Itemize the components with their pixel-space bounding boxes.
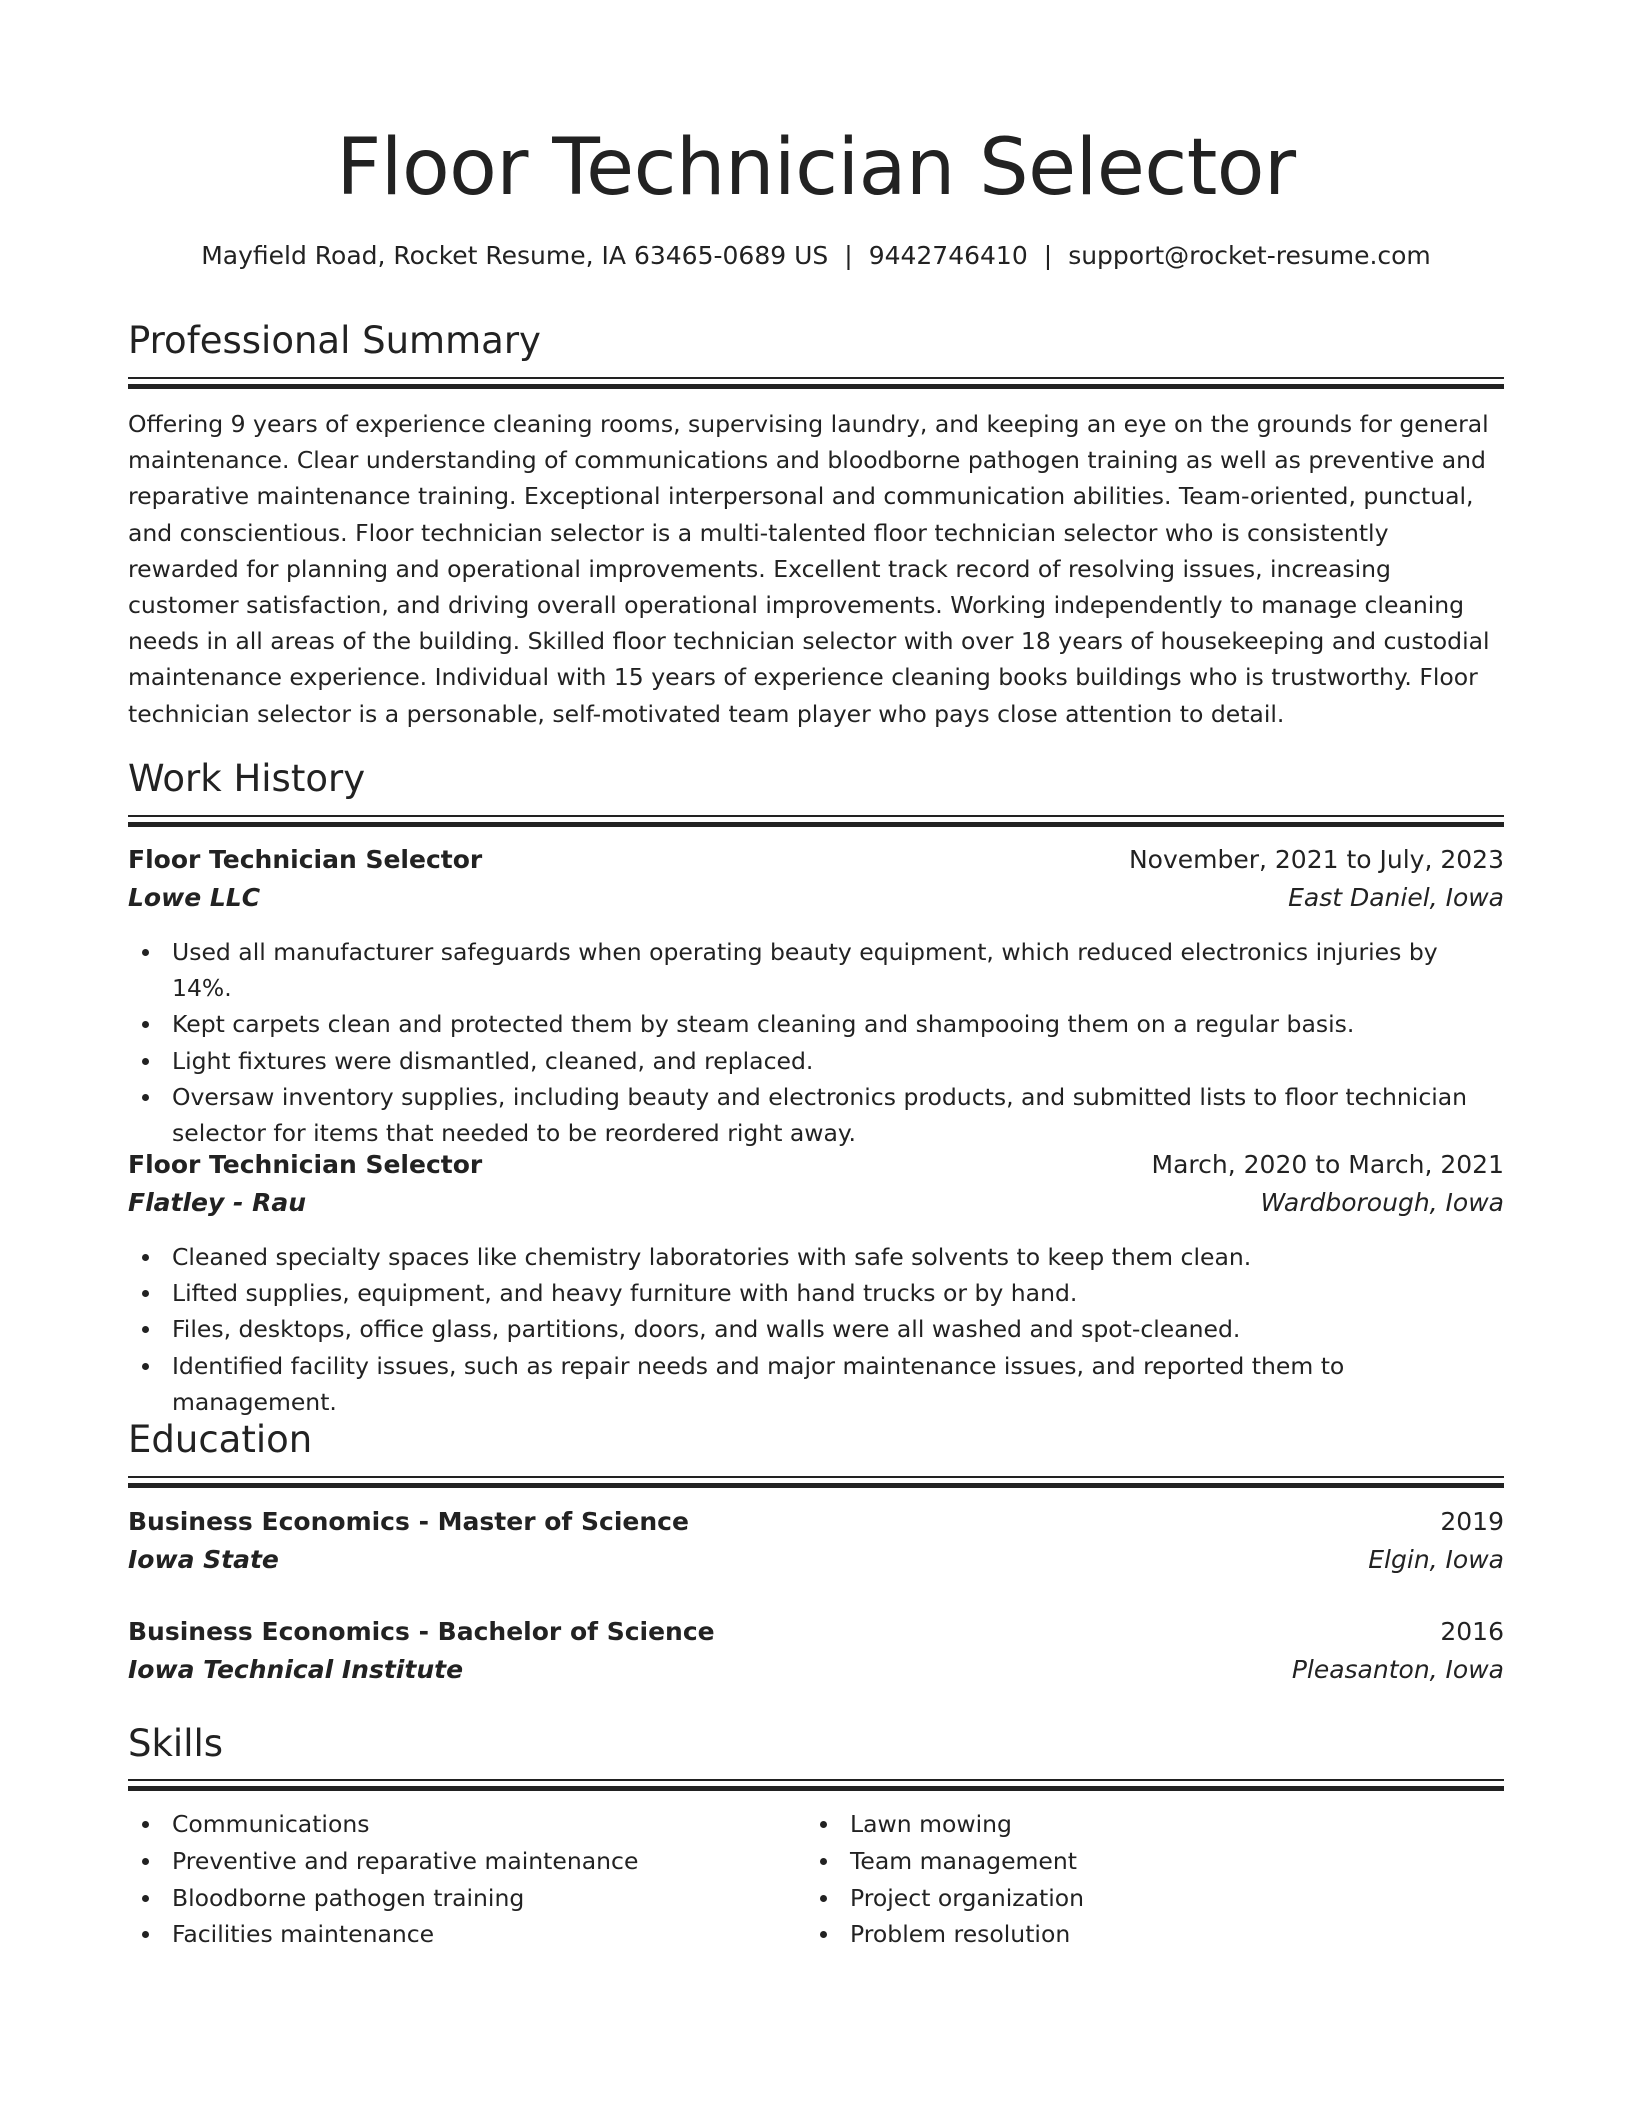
section-divider: [128, 1779, 1504, 1790]
list-item: Bloodborne pathogen training: [128, 1880, 788, 1917]
job-company: Lowe LLC: [128, 883, 261, 912]
education-location: Elgin, Iowa: [1368, 1545, 1504, 1574]
list-item: Identified facility issues, such as repair needs and major maintenance issues, and reported them to management.: [128, 1348, 1504, 1420]
section-heading-skills: [128, 1721, 1504, 1767]
education-header: [128, 1503, 1504, 1541]
section-title: Professional Summary: [128, 319, 541, 362]
list-item: Files, desktops, office glass, partitions, doors, and walls were all washed and spot-cleaned.: [128, 1311, 1504, 1347]
list-item: Lifted supplies, equipment, and heavy furniture with hand trucks or by hand.: [128, 1275, 1504, 1311]
job-bullets: [128, 1239, 1504, 1420]
list-item: Used all manufacturer safeguards when operating beauty equipment, which reduced electronics injuries by 14%.: [128, 934, 1504, 1006]
job-subheader: [128, 879, 1504, 917]
section-title: Education: [128, 1418, 313, 1461]
job-bullets: [128, 934, 1504, 1151]
list-item: Light fixtures were dismantled, cleaned, and replaced.: [128, 1043, 1504, 1079]
list-item: Problem resolution: [806, 1916, 1466, 1953]
contact-separator: |: [844, 241, 853, 270]
skills-list-left: [128, 1806, 788, 1953]
job-location: East Daniel, Iowa: [1288, 883, 1504, 912]
job-header: [128, 1146, 1504, 1184]
list-item: Facilities maintenance: [128, 1916, 788, 1953]
section-title: Work History: [128, 757, 366, 800]
job-dates: November, 2021 to July, 2023: [1128, 845, 1504, 874]
contact-line: [128, 238, 1504, 274]
list-item: Communications: [128, 1806, 788, 1843]
education-school: Iowa State: [128, 1545, 279, 1574]
education-header: [128, 1613, 1504, 1651]
education-location: Pleasanton, Iowa: [1291, 1655, 1504, 1684]
education-school: Iowa Technical Institute: [128, 1655, 464, 1684]
list-item: Lawn mowing: [806, 1806, 1466, 1843]
job-title: Floor Technician Selector: [128, 845, 483, 874]
section-title: Skills: [128, 1722, 224, 1765]
list-item: Cleaned specialty spaces like chemistry laboratories with safe solvents to keep them clean.: [128, 1239, 1504, 1275]
contact-separator: |: [1043, 241, 1053, 270]
contact-phone: 9442746410: [868, 241, 1028, 270]
education-year: 2019: [1440, 1507, 1504, 1536]
list-item: Oversaw inventory supplies, including beauty and electronics products, and submitted lists to floor technician selector for items that needed to be reordered right away.: [128, 1079, 1504, 1151]
list-item: Kept carpets clean and protected them by steam cleaning and shampooing them on a regular basis.: [128, 1006, 1504, 1042]
section-heading-education: [128, 1417, 1504, 1463]
skills-list-right: [806, 1806, 1466, 1953]
education-year: 2016: [1440, 1617, 1504, 1646]
contact-address: Mayfield Road, Rocket Resume, IA 63465-0689 US: [201, 241, 829, 270]
job-header: [128, 841, 1504, 879]
job-location: Wardborough, Iowa: [1260, 1188, 1504, 1217]
list-item: Project organization: [806, 1880, 1466, 1917]
section-heading-work-history: [128, 756, 1504, 802]
list-item: Preventive and reparative maintenance: [128, 1843, 788, 1880]
job-subheader: [128, 1184, 1504, 1222]
education-degree: Business Economics - Bachelor of Science: [128, 1617, 715, 1646]
summary-text: Offering 9 years of experience cleaning rooms, supervising laundry, and keeping an eye on the grounds for general maintenance. Clear understanding of communications and bloodborne pathogen training as well as preventive and reparative maintenance training. Exceptional interpersonal and communication abilities. Team-oriented, punctual, and conscientious. Floor technician selector is a multi-talented floor technician selector who is consistently rewarded for planning and operational improvements. Excellent track record of resolving issues, increasing customer satisfaction, and driving overall operational improvements. Working independently to manage cleaning needs in all areas of the building. Skilled floor technician selector with over 18 years of housekeeping and custodial maintenance experience. Individual with 15 years of experience cleaning books buildings who is trustworthy. Floor technician selector is a personable, self-motivated team player who pays close attention to detail.: [128, 410, 1490, 728]
list-item: Team management: [806, 1843, 1466, 1880]
education-subheader: [128, 1651, 1504, 1689]
contact-email[interactable]: support@rocket-resume.com: [1068, 241, 1431, 270]
resume-name: Floor Technician Selector: [336, 123, 1296, 213]
section-divider: [128, 377, 1504, 388]
section-divider: [128, 815, 1504, 826]
job-company: Flatley - Rau: [128, 1188, 306, 1217]
section-heading-summary: [128, 318, 1504, 364]
education-degree: Business Economics - Master of Science: [128, 1507, 689, 1536]
job-dates: March, 2020 to March, 2021: [1151, 1150, 1504, 1179]
job-title: Floor Technician Selector: [128, 1150, 483, 1179]
education-subheader: [128, 1541, 1504, 1579]
section-divider: [128, 1476, 1504, 1487]
